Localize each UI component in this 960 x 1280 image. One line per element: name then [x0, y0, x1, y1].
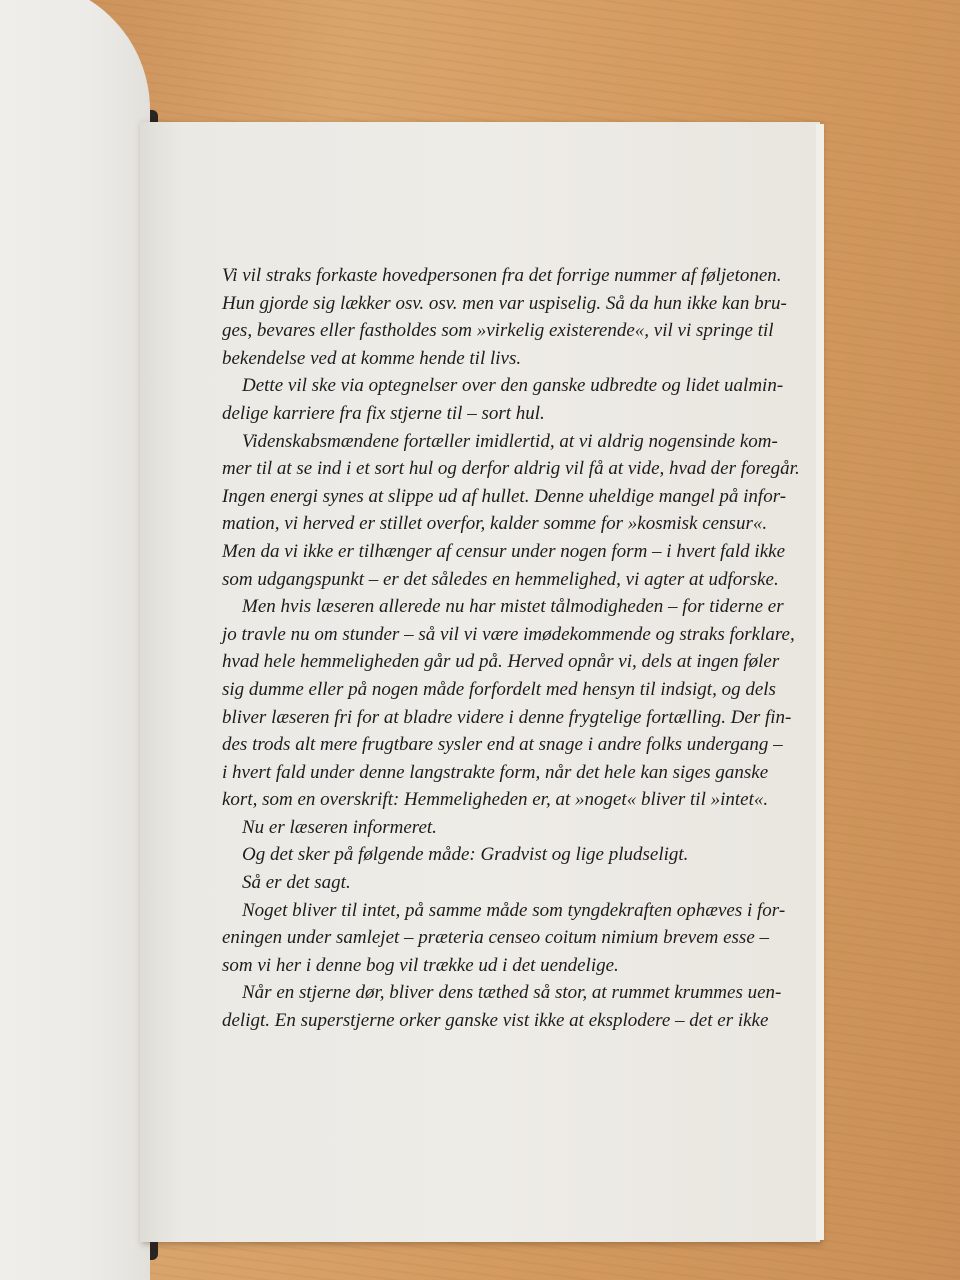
text-line: i hvert fald under denne langstrakte form, når det hele kan siges ganske: [222, 761, 769, 783]
text-line: Når en stjerne dør, bliver dens tæthed så stor, at rummet krummes uen-: [242, 982, 782, 1004]
text-line: som vi her i denne bog vil trække ud i det uendelige.: [222, 954, 619, 976]
text-line: kort, som en overskrift: Hemmeligheden er, at »noget« bliver til »intet«.: [222, 789, 769, 811]
text-line: Vi vil straks forkaste hovedpersonen fra det forrige nummer af føljetonen.: [222, 265, 782, 286]
text-line: deligt. En superstjerne orker ganske vist ikke at eksplodere – det er ikke: [222, 1010, 769, 1032]
paragraph: [222, 841, 737, 869]
paragraph: [222, 869, 737, 897]
paragraph: [222, 428, 800, 594]
text-line: mer til at se ind i et sort hul og derfor aldrig vil få at vide, hvad der foregår.: [222, 458, 800, 480]
text-line: Nu er læseren informeret.: [242, 816, 437, 838]
text-line: bekendelse ved at komme hende til livs.: [222, 347, 522, 369]
text-line: bliver læseren fri for at bladre videre i denne frygtelige fortælling. Der fin-: [222, 706, 792, 728]
left-page: [0, 0, 150, 1280]
text-line: Så er det sagt.: [242, 872, 351, 894]
text-line: ges, bevares eller fastholdes som »virkelig existerende«, vil vi springe til: [222, 320, 774, 342]
text-line: Ingen energi synes at slippe ud af hullet. Denne uheldige mangel på infor-: [222, 485, 787, 507]
text-line: Men hvis læseren allerede nu har mistet tålmodigheden – for tiderne er: [242, 596, 784, 618]
text-line: delige karriere fra fix stjerne til – sort hul.: [222, 402, 545, 424]
page-edge: [816, 124, 824, 1240]
paragraph: [222, 593, 795, 814]
text-line: sig dumme eller på nogen måde forfordelt med hensyn til indsigt, og dels: [222, 678, 776, 700]
text-line: Noget bliver til intet, på samme måde som tyngdekraften ophæves i for-: [242, 899, 786, 921]
paragraph: [222, 897, 786, 980]
text-line: des trods alt mere frugtbare sysler end at snage i andre folks undergang –: [222, 734, 783, 756]
text-line: hvad hele hemmeligheden går ud på. Herved opnår vi, dels at ingen føler: [222, 651, 780, 673]
paragraph: [222, 814, 737, 842]
text-line: eningen under samlejet – præteria censeo coitum nimium brevem esse –: [222, 927, 770, 949]
paragraph: [222, 979, 782, 1034]
text-line: Dette vil ske via optegnelser over den ganske udbredte og lidet ualmin-: [242, 375, 784, 397]
text-line: jo travle nu om stunder – så vil vi være imødekommende og straks forklare,: [222, 623, 795, 645]
text-line: Og det sker på følgende måde: Gradvist og lige pludseligt.: [242, 844, 689, 866]
text-line: mation, vi herved er stillet overfor, kalder somme for »kosmisk censur«.: [222, 513, 768, 535]
text-line: Hun gjorde sig lækker osv. osv. men var uspiselig. Så da hun ikke kan bru-: [222, 292, 787, 314]
paragraph: [222, 372, 784, 427]
text-line: som udgangspunkt – er det således en hemmelighed, vi agter at udforske.: [222, 568, 779, 590]
text-line: Videnskabsmændene fortæller imidlertid, at vi aldrig nogensinde kom-: [242, 430, 778, 452]
text-line: Men da vi ikke er tilhænger af censur under nogen form – i hvert fald ikke: [222, 540, 786, 562]
paragraph: [222, 262, 787, 372]
page-body-text: [222, 262, 800, 1035]
